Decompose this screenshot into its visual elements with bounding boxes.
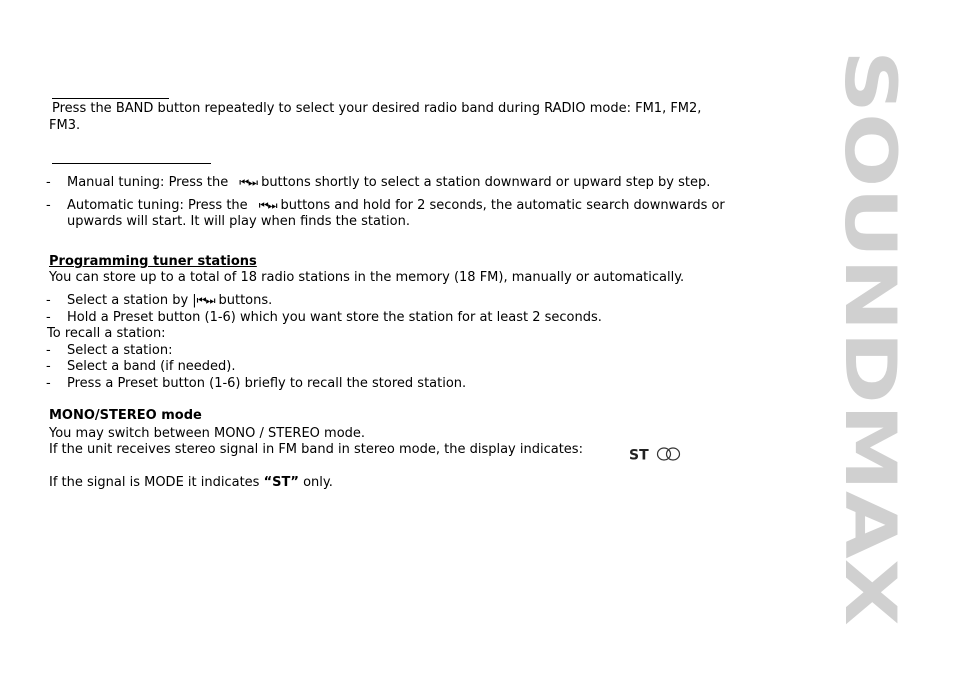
mono-stereo-line1: You may switch between MONO / STEREO mode. xyxy=(49,426,366,441)
mono-stereo-line3 xyxy=(49,475,333,491)
program-item-select-station xyxy=(67,293,272,309)
bullet-dash: - xyxy=(46,310,51,325)
manual-tuning-suffix: buttons shortly to select a station downward or upward step by step. xyxy=(261,175,711,190)
manual-tuning-prefix: Manual tuning: Press the xyxy=(67,175,229,190)
bullet-dash: - xyxy=(46,198,51,213)
mono-line3-bold: “ST” xyxy=(263,475,299,490)
band-heading-rule xyxy=(52,98,169,99)
bullet-dash: - xyxy=(46,376,51,391)
program-item-hold-preset: Hold a Preset button (1-6) which you want store the station for at least 2 seconds. xyxy=(67,310,602,325)
stereo-indicator-text: ST xyxy=(629,447,649,464)
recall-item: Select a band (if needed). xyxy=(67,359,236,374)
program-item1-prefix: Select a station by | xyxy=(67,293,197,308)
tuning-heading-rule xyxy=(52,163,211,164)
manual-tuning-line xyxy=(67,175,710,191)
mono-line3-prefix: If the signal is MODE it indicates xyxy=(49,475,260,490)
mono-stereo-line2: If the unit receives stereo signal in FM band in stereo mode, the display indicates: xyxy=(49,442,583,457)
band-text-line2: FM3. xyxy=(49,118,81,133)
auto-tuning-line2: upwards will start. It will play when finds the station. xyxy=(67,214,410,229)
bullet-dash: - xyxy=(46,359,51,374)
programming-heading: Programming tuner stations xyxy=(49,254,257,269)
mono-line3-suffix: only. xyxy=(303,475,333,490)
stereo-indicator-icon xyxy=(628,446,684,462)
band-text-line1: Press the BAND button repeatedly to select your desired radio band during RADIO mode: FM1, FM2, xyxy=(52,101,702,116)
skip-prev-next-icon: ⏮⏭ xyxy=(258,199,277,212)
bullet-dash: - xyxy=(46,343,51,358)
recall-item: Select a station: xyxy=(67,343,173,358)
auto-tuning-prefix: Automatic tuning: Press the xyxy=(67,198,248,213)
recall-label: To recall a station: xyxy=(47,326,166,341)
bullet-dash: - xyxy=(46,175,51,190)
mono-stereo-heading: MONO/STEREO mode xyxy=(49,408,202,423)
soundmax-logo xyxy=(829,48,911,628)
auto-tuning-line xyxy=(67,198,725,214)
program-item1-suffix: buttons. xyxy=(218,293,273,308)
skip-prev-next-icon: ⏮⏭ xyxy=(196,294,215,307)
recall-item: Press a Preset button (1-6) briefly to recall the stored station. xyxy=(67,376,467,391)
auto-tuning-suffix: buttons and hold for 2 seconds, the automatic search downwards or xyxy=(280,198,725,213)
skip-prev-next-icon: ⏮⏭ xyxy=(239,176,258,189)
programming-intro: You can store up to a total of 18 radio stations in the memory (18 FM), manually or automatically. xyxy=(49,270,685,285)
soundmax-logo-text: SOUNDMAX xyxy=(829,50,911,512)
bullet-dash: - xyxy=(46,293,51,308)
